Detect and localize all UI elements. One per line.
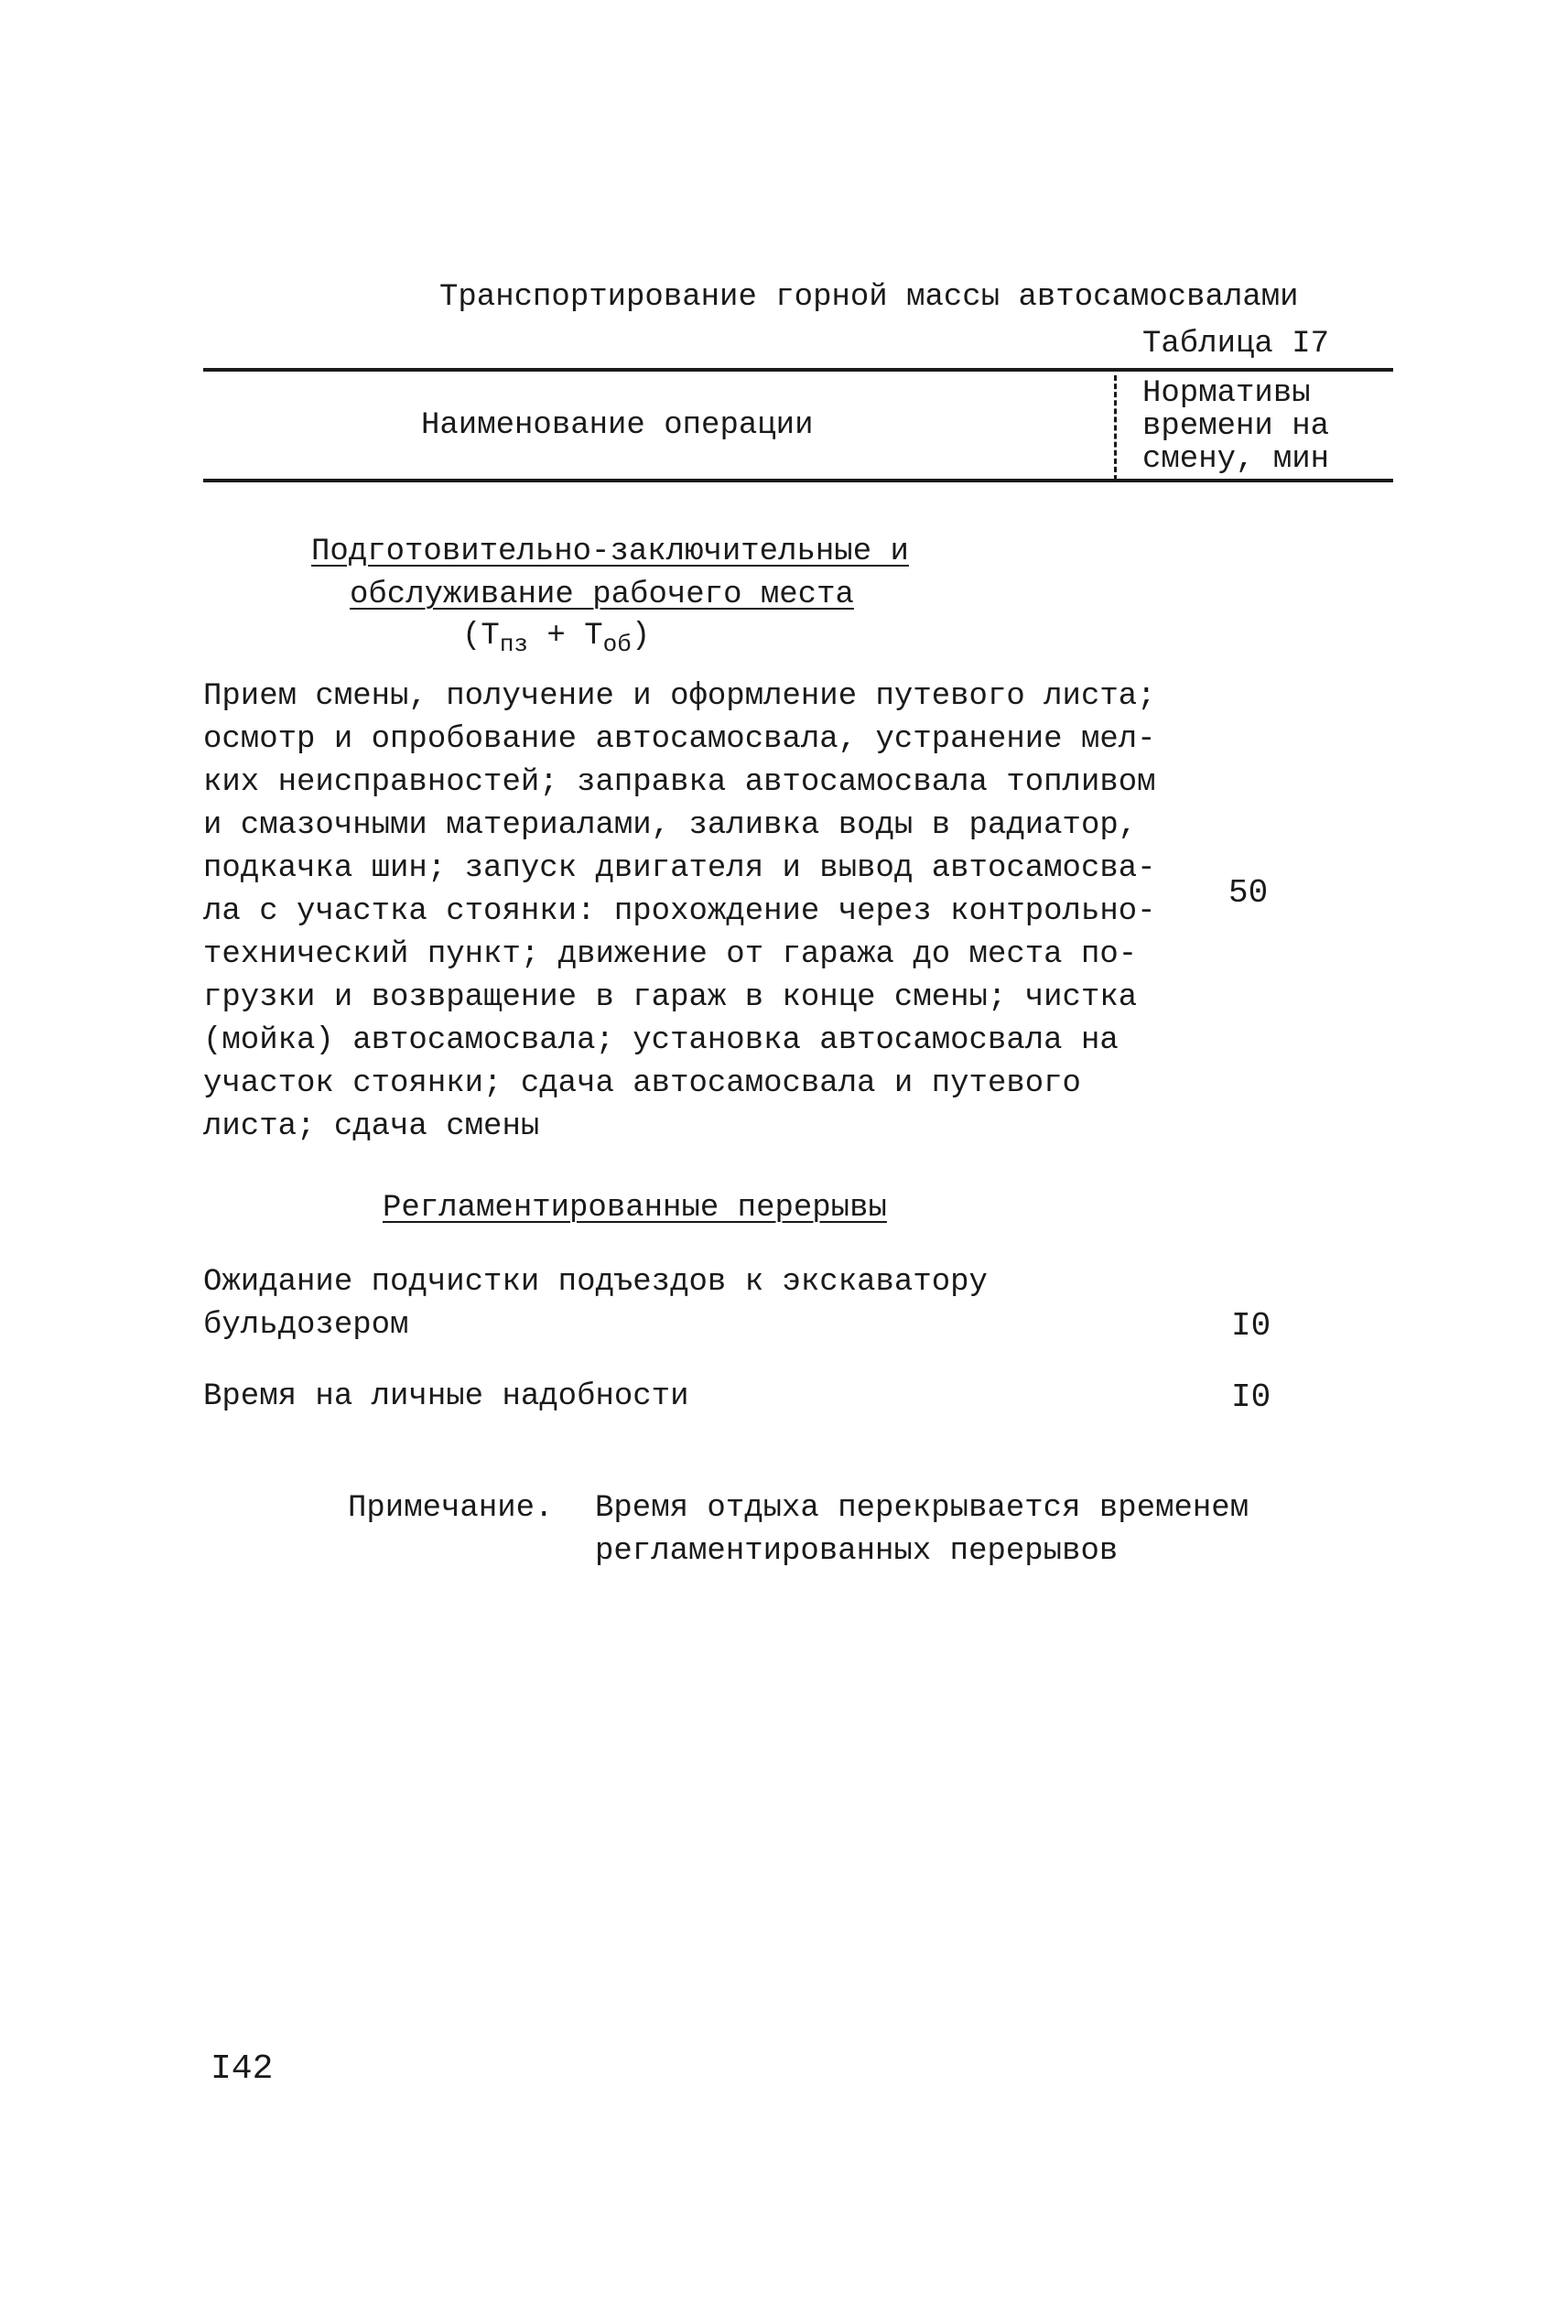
document-title: Транспортирование горной массы автосамосвалами (439, 280, 1299, 315)
note-text (595, 1487, 1249, 1573)
section1-heading-line2: обслуживание рабочего места (350, 578, 854, 612)
body-line: (мойка) автосамосвала; установка автосамосвала на (203, 1023, 1119, 1058)
body-line: подкачка шин; запуск двигателя и вывод автосамосва- (203, 851, 1156, 886)
section2-item-1 (203, 1261, 988, 1347)
item-line: Ожидание подчистки подъездов к экскаватору (203, 1265, 988, 1300)
section1-formula (462, 615, 650, 666)
item-line: Время на личные надобности (203, 1379, 689, 1414)
column-divider (1114, 375, 1117, 481)
section2-heading: Регламентированные перерывы (383, 1191, 887, 1226)
formula-close: ) (631, 619, 651, 654)
formula-sub1: пз (499, 631, 529, 658)
body-line: грузки и возвращение в гараж в конце смены; чистка (203, 980, 1138, 1015)
section1-value: 50 (1228, 874, 1269, 912)
body-line: и смазочными материалами, заливка воды в радиатор, (203, 808, 1138, 843)
formula-plus: + Т (528, 619, 603, 654)
table-label: Таблица I7 (1142, 327, 1330, 362)
body-line: Прием смены, получение и оформление путевого листа; (203, 679, 1156, 714)
section1-heading-line1: Подготовительно-заключительные и (311, 535, 909, 569)
section1-body (203, 676, 1156, 1149)
body-line: участок стоянки; сдача автосамосвала и путевого (203, 1066, 1081, 1101)
body-line: осмотр и опробование автосамосвала, устранение мел- (203, 722, 1156, 757)
header-top-rule (203, 368, 1393, 372)
body-line: технический пункт; движение от гаража до места по- (203, 937, 1138, 972)
page-number: I42 (211, 2049, 274, 2089)
section2-item-2 (203, 1376, 689, 1419)
formula-sub2: об (602, 631, 632, 658)
body-line: ла с участка стоянки: прохождение через контрольно- (203, 894, 1156, 929)
col2-header-line: времени на (1142, 409, 1330, 444)
note-label: Примечание. (348, 1491, 554, 1526)
section2-item-1-value: I0 (1231, 1307, 1271, 1345)
note-line: Время отдыха перекрывается временем (595, 1491, 1249, 1526)
body-line: листа; сдача смены (203, 1109, 540, 1144)
note-line: регламентированных перерывов (595, 1534, 1119, 1569)
formula-open: (Т (462, 619, 500, 654)
item-line: бульдозером (203, 1308, 409, 1343)
col1-header: Наименование операции (421, 408, 814, 443)
section2-item-2-value: I0 (1231, 1378, 1271, 1416)
col2-header-line: Нормативы (1142, 376, 1311, 411)
col2-header-line: смену, мин (1142, 442, 1330, 477)
col2-header (1142, 377, 1329, 476)
header-bottom-rule (203, 479, 1393, 482)
body-line: ких неисправностей; заправка автосамосвала топливом (203, 765, 1156, 800)
